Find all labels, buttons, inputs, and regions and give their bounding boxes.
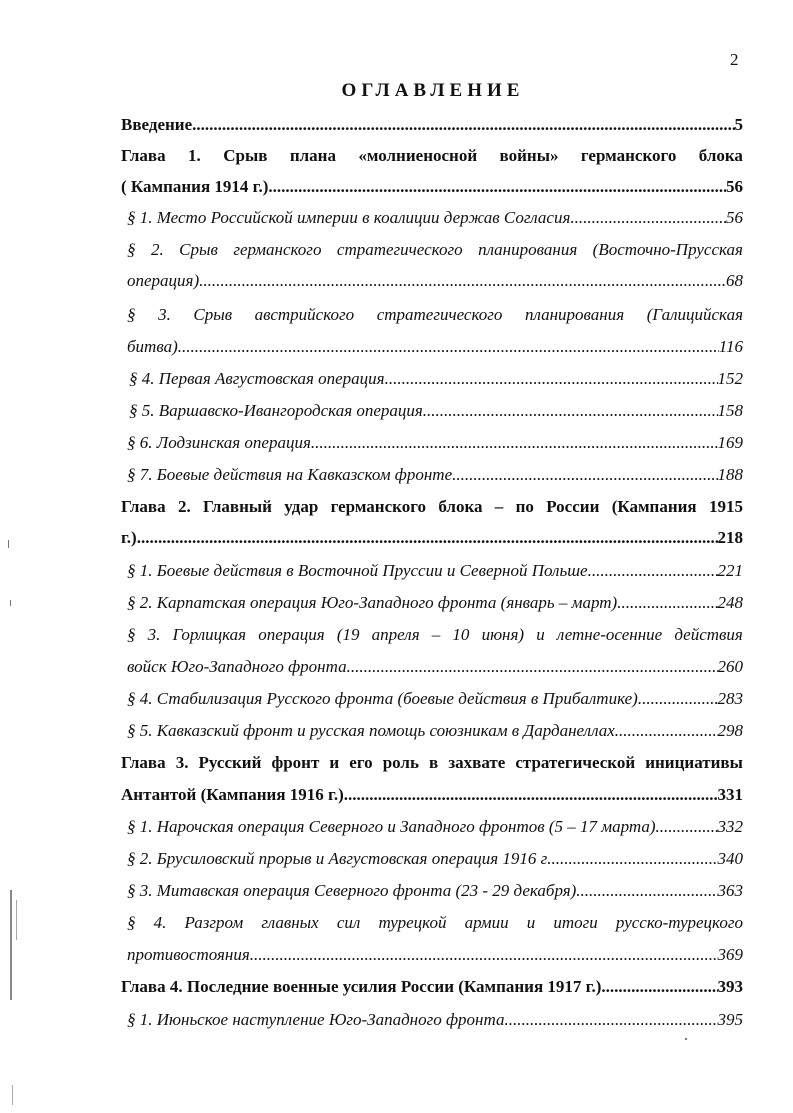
toc-leader (638, 689, 718, 709)
toc-entry-page: 221 (717, 561, 743, 580)
word: Русский (198, 753, 262, 772)
toc-leader (385, 369, 718, 389)
scan-binding-mark (16, 900, 17, 940)
toc-entry-page: 340 (717, 849, 743, 868)
toc-leader (452, 465, 717, 485)
word: России (546, 497, 600, 516)
word: Глава (121, 146, 166, 165)
toc-entry-page: 218 (717, 528, 743, 547)
toc-leader (570, 208, 726, 228)
toc-entry-ch1-s3-line1 (127, 305, 743, 329)
word: § (127, 305, 136, 324)
toc-entry-text: операция) (127, 271, 200, 290)
toc-leader (192, 115, 734, 135)
toc-entry-text: противостояния (127, 945, 250, 964)
word: 1. (188, 146, 201, 165)
toc-entry-ch1-s6 (127, 433, 743, 457)
word: действия (674, 625, 743, 644)
toc-entry-page: 331 (717, 785, 743, 804)
toc-leader (137, 528, 718, 548)
toc-entry-page: 283 (717, 689, 743, 708)
toc-entry-ch1-s3 (127, 337, 743, 361)
word: германского (330, 497, 427, 516)
word: инициативы (645, 753, 743, 772)
toc-entry-text: § 1. Нарочская операция Северного и Западного фронтов (5 – 17 марта) (127, 817, 656, 836)
word: Главный (203, 497, 272, 516)
toc-entry-ch3-s3 (127, 881, 743, 905)
toc-entry-page: 332 (717, 817, 743, 836)
toc-entry-page: 298 (717, 721, 743, 740)
word: планирования (478, 240, 578, 259)
toc-entry-ch3-s4-line1 (127, 913, 743, 937)
word: и (536, 625, 545, 644)
toc-entry-ch1-s4 (129, 369, 743, 393)
toc-entry-text: битва) (127, 337, 178, 356)
toc-leader (199, 271, 726, 291)
toc-leader (504, 1010, 717, 1030)
word: Глава (121, 497, 166, 516)
toc-entry-ch2-s1 (127, 561, 743, 585)
word: в (429, 753, 439, 772)
toc-entry-ch2-s3 (127, 657, 743, 681)
toc-entry-text: Введение (121, 115, 193, 134)
toc-chapter-3-title (121, 753, 743, 777)
toc-entry-page: 158 (717, 401, 743, 420)
word: сил (336, 913, 361, 932)
word: германского (580, 146, 677, 165)
word: Срыв (193, 305, 233, 324)
word: германского (233, 240, 322, 259)
toc-entry-ch3-s2 (127, 849, 743, 873)
toc-entry-page: 116 (718, 337, 743, 356)
word: 3. (158, 305, 171, 324)
word: блока (438, 497, 483, 516)
toc-entry-page: 188 (717, 465, 743, 484)
toc-entry-text: войск Юго-Западного фронта (127, 657, 347, 676)
toc-leader (250, 945, 718, 965)
toc-chapter-2-title (121, 497, 743, 521)
word: (Восточно-Прусская (592, 240, 743, 259)
scan-speck (12, 1085, 13, 1105)
toc-leader (588, 561, 718, 581)
word: 4. (153, 913, 167, 932)
toc-entry-text: § 2. Карпатская операция Юго-Западного фронта (январь – март) (127, 593, 618, 612)
toc-entry-ch1-s2 (127, 271, 743, 295)
scan-speck (10, 600, 11, 606)
toc-entry-page: 56 (726, 208, 743, 227)
toc-entry-page: 395 (717, 1010, 743, 1029)
word: 3. (147, 625, 161, 644)
word: июня) (481, 625, 525, 644)
word: итоги (553, 913, 598, 932)
word: § (127, 240, 136, 259)
toc-entry-text: г.) (121, 528, 137, 547)
word: блока (698, 146, 743, 165)
word: Срыв (179, 240, 218, 259)
toc-leader (617, 593, 717, 613)
toc-leader (344, 785, 718, 805)
toc-entry-ch2-s3-line1 (127, 625, 743, 649)
word: Глава (121, 753, 166, 772)
word: турецкой (378, 913, 447, 932)
word: 3. (175, 753, 189, 772)
toc-entry-chapter-4 (121, 977, 743, 1001)
toc-entry-ch3-s4 (127, 945, 743, 969)
word: планирования (524, 305, 625, 324)
toc-entry-page: 248 (717, 593, 743, 612)
toc-entry-text: ( Кампания 1914 г.) (121, 177, 269, 196)
toc-entry-text: § 1. Боевые действия в Восточной Пруссии и Северной Польше (127, 561, 588, 580)
toc-entry-page: 363 (717, 881, 743, 900)
toc-entry-page: 5 (734, 115, 743, 134)
toc-entry-intro (121, 115, 743, 139)
toc-entry-page: 169 (717, 433, 743, 452)
word: 2. (177, 497, 191, 516)
toc-entry-text: § 4. Стабилизация Русского фронта (боевые действия в Прибалтике) (127, 689, 638, 708)
word: Срыв (223, 146, 268, 165)
word: стратегического (336, 240, 463, 259)
word: роль (382, 753, 419, 772)
toc-entry-ch4-s1 (127, 1010, 743, 1034)
word: – (494, 497, 504, 516)
word: Горлицкая (172, 625, 247, 644)
toc-entry-chapter-3 (121, 785, 743, 809)
word: Разгром (184, 913, 244, 932)
word: стратегической (515, 753, 636, 772)
toc-entry-text: § 6. Лодзинская операция (127, 433, 311, 452)
toc-entry-chapter-2 (121, 528, 743, 552)
word: – (431, 625, 441, 644)
word: (Кампания (611, 497, 697, 516)
word: операция (258, 625, 325, 644)
word: 2. (150, 240, 164, 259)
word: § (127, 625, 136, 644)
toc-entry-page: 152 (717, 369, 743, 388)
toc-entry-ch3-s1 (127, 817, 743, 841)
toc-entry-page: 68 (726, 271, 743, 290)
word: и (329, 753, 340, 772)
word: удар (284, 497, 319, 516)
word: по (515, 497, 534, 516)
toc-entry-text: § 5. Кавказский фронт и русская помощь союзникам в Дарданеллах (127, 721, 615, 740)
word: (19 (336, 625, 360, 644)
toc-leader (178, 337, 719, 357)
word: «молниеносной (358, 146, 478, 165)
word: войны» (499, 146, 559, 165)
toc-leader (347, 657, 718, 677)
word: австрийского (254, 305, 355, 324)
toc-entry-page: 369 (717, 945, 743, 964)
word: (Галицийская (646, 305, 743, 324)
toc-entry-ch2-s5 (127, 721, 743, 745)
toc-entry-chapter-1 (121, 177, 743, 201)
toc-leader (601, 977, 717, 997)
word: § (127, 913, 136, 932)
toc-leader (311, 433, 718, 453)
word: русско-турецкого (615, 913, 743, 932)
toc-leader (423, 401, 718, 421)
toc-leader (656, 817, 718, 837)
toc-entry-text: § 2. Брусиловский прорыв и Августовская операция 1916 г (127, 849, 548, 868)
toc-entry-text: § 7. Боевые действия на Кавказском фронте (127, 465, 453, 484)
word: армии (464, 913, 509, 932)
toc-entry-page: 260 (717, 657, 743, 676)
toc-entry-ch2-s2 (127, 593, 743, 617)
page-title: ОГЛАВЛЕНИЕ (341, 80, 525, 101)
word: 1915 (708, 497, 743, 516)
word: главных (261, 913, 319, 932)
toc-entry-text: § 1. Место Российской империи в коалиции держав Согласия (127, 208, 571, 227)
toc-leader (268, 177, 726, 197)
word: летне-осенние (556, 625, 663, 644)
toc-entry-ch1-s7 (127, 465, 743, 489)
word: апреля (371, 625, 420, 644)
toc-entry-text: § 1. Июньское наступление Юго-Западного фронта (127, 1010, 505, 1029)
scan-binding-mark (10, 890, 12, 1000)
toc-entry-ch1-s2-line1 (127, 240, 743, 264)
scan-speck (8, 540, 9, 548)
toc-entry-page: 393 (717, 977, 743, 996)
toc-entry-ch1-s5 (129, 401, 743, 425)
word: 10 (452, 625, 470, 644)
toc-entry-ch2-s4 (127, 689, 743, 713)
toc-leader (576, 881, 717, 901)
toc-leader (615, 721, 718, 741)
toc-entry-text: Глава 4. Последние военные усилия России (Кампания 1917 г.) (121, 977, 602, 996)
page-number: 2 (730, 50, 739, 69)
word: и (526, 913, 536, 932)
word: фронт (271, 753, 320, 772)
toc-entry-page: 56 (726, 177, 743, 196)
word: плана (289, 146, 336, 165)
scan-speck (685, 1038, 687, 1040)
toc-entry-text: Антантой (Кампания 1916 г.) (121, 785, 344, 804)
toc-entry-text: § 4. Первая Августовская операция (129, 369, 385, 388)
toc-entry-text: § 3. Митавская операция Северного фронта (23 - 29 декабря) (127, 881, 577, 900)
toc-entry-text: § 5. Варшавско-Ивангородская операция (129, 401, 423, 420)
word: стратегического (376, 305, 503, 324)
toc-chapter-1-title (121, 146, 743, 170)
toc-leader (547, 849, 717, 869)
word: его (349, 753, 373, 772)
word: захвате (448, 753, 506, 772)
toc-entry-ch1-s1 (127, 208, 743, 232)
